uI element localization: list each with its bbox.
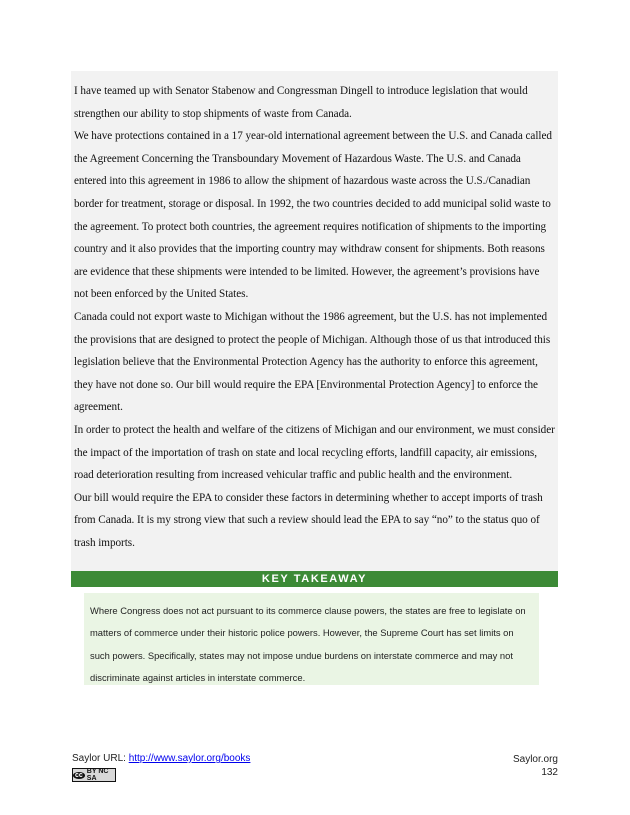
footer-site: Saylor.org (512, 754, 558, 765)
excerpt-paragraph: We have protections contained in a 17 year-old international agreement between the U.S. and Canada called the Agreement Concerning the Transboundary Movement of Hazardous Waste. The U.S. and Canada entered into this agreement in 1986 to allow the shipment of hazardous waste across the U.S./Canadian border for treatment, storage or disposal. In 1992, the two countries decided to add municipal solid waste to the agreement. To protect both countries, the agreement requires notification of shipments to the importing country and it also provides that the importing country may withdraw consent for shipments. Both reasons are evidence that these shipments were intended to be limited. However, the agreement’s provisions have not been enforced by the United States. (74, 130, 552, 301)
excerpt-paragraph: In order to protect the health and welfare of the citizens of Michigan and our environment, we must consider the impact of the importation of trash on state and local recycling efforts, landfill capacity, air emissions, road deterioration resulting from increased vehicular traffic and public health and the environment. (74, 423, 555, 482)
cc-license-icon (72, 768, 116, 782)
key-takeaway-box (84, 593, 539, 685)
excerpt-box (71, 71, 558, 572)
excerpt-paragraph: I have teamed up with Senator Stabenow and Congressman Dingell to introduce legislation that would strengthen our ability to stop shipments of waste from Canada. (74, 85, 528, 120)
excerpt-paragraph: Our bill would require the EPA to consider these factors in determining whether to accept imports of trash from Canada. It is my strong view that such a review should lead the EPA to say “no” to the status quo of trash imports. (74, 491, 543, 549)
footer-source (72, 753, 250, 764)
cc-icon: cc (75, 771, 83, 779)
key-takeaway-text: Where Congress does not act pursuant to its commerce clause powers, the states are free to legislate on matters of commerce under their historic police powers. However, the Supreme Court has set limits on such powers. Specifically, states may not impose undue burdens on interstate commerce and may not discriminate against articles in interstate commerce. (90, 605, 526, 683)
footer-url-link[interactable]: http://www.saylor.org/books (128, 753, 251, 764)
excerpt-paragraph: Canada could not export waste to Michigan without the 1986 agreement, but the U.S. has not implemented the provisions that are designed to protect the people of Michigan. Although those of us that introduced this legislation believe that the Environmental Protection Agency has the authority to enforce this agreement, they have not done so. Our bill would require the EPA [Environmental Protection Agency] to enforce the agreement. (74, 310, 551, 414)
key-takeaway-heading: KEY TAKEAWAY (71, 571, 558, 587)
footer-url-label: Saylor URL: (72, 753, 129, 764)
page-number: 132 (541, 767, 558, 778)
footer-right (513, 753, 558, 779)
license-terms: BY NC SA (86, 768, 109, 782)
